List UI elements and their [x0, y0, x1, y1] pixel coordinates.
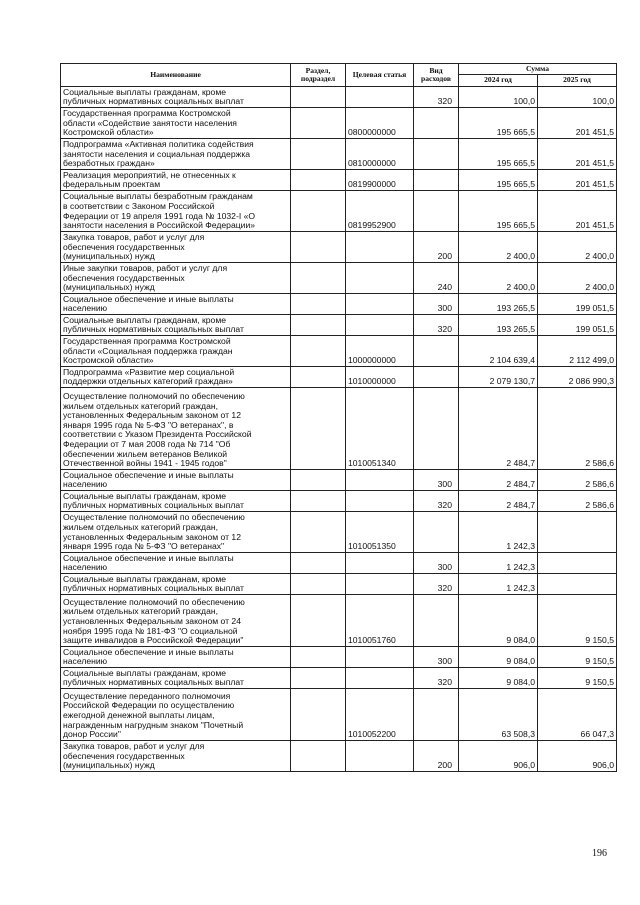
row-target: [346, 293, 414, 314]
row-sum-2024: 1 242,3: [459, 573, 538, 594]
row-razdel: [291, 190, 346, 231]
table-row: [61, 573, 617, 594]
row-sum-2025: [538, 552, 617, 573]
row-razdel: [291, 552, 346, 573]
row-razdel: [291, 231, 346, 262]
row-name: Осуществление полномочий по обеспечению жильем отдельных категорий граждан, установленных Федеральным законом от 12 января 1995 года № 5-ФЗ "О ветеранах": [61, 511, 291, 552]
row-sum-2025: 2 586,6: [538, 469, 617, 490]
row-name: Социальные выплаты гражданам, кроме публичных нормативных социальных выплат: [61, 667, 291, 688]
row-sum-2025: 201 451,5: [538, 138, 617, 169]
row-name: Социальные выплаты гражданам, кроме публичных нормативных социальных выплат: [61, 314, 291, 335]
row-sum-2025: 906,0: [538, 740, 617, 771]
table-row: [61, 169, 617, 190]
table-row: [61, 490, 617, 511]
row-name: Осуществление переданного полномочия Российской Федерации по осуществлению ежегодной денежной выплаты лицам, награжденным нагрудным знаком "Почетный донор России": [61, 688, 291, 740]
row-razdel: [291, 138, 346, 169]
row-sum-2024: 193 265,5: [459, 293, 538, 314]
row-vid: 300: [414, 293, 459, 314]
row-name: Социальные выплаты безработным гражданам в соответствии с Законом Российской Федерации от 19 апреля 1991 года № 1032-I «О занятости населения в Российской Федерации»: [61, 190, 291, 231]
table-row: [61, 107, 617, 138]
row-sum-2025: 199 051,5: [538, 314, 617, 335]
row-name: Социальные выплаты гражданам, кроме публичных нормативных социальных выплат: [61, 573, 291, 594]
row-target: [346, 740, 414, 771]
table-row: [61, 190, 617, 231]
table-row: [61, 314, 617, 335]
row-vid: [414, 169, 459, 190]
row-target: [346, 231, 414, 262]
table-row: [61, 231, 617, 262]
row-razdel: [291, 740, 346, 771]
row-name: Подпрограмма «Развитие мер социальной поддержки отдельных категорий граждан»: [61, 366, 291, 387]
row-name: Закупка товаров, работ и услуг для обеспечения государственных (муниципальных) нужд: [61, 740, 291, 771]
row-razdel: [291, 335, 346, 366]
row-razdel: [291, 646, 346, 667]
row-target: 0810000000: [346, 138, 414, 169]
row-sum-2025: 199 051,5: [538, 293, 617, 314]
row-sum-2024: 2 104 639,4: [459, 335, 538, 366]
row-sum-2024: 9 084,0: [459, 594, 538, 646]
row-sum-2025: [538, 511, 617, 552]
table-row: [61, 552, 617, 573]
row-vid: 320: [414, 573, 459, 594]
row-vid: 300: [414, 469, 459, 490]
row-sum-2025: 9 150,5: [538, 594, 617, 646]
row-sum-2025: 9 150,5: [538, 646, 617, 667]
row-name: Государственная программа Костромской области «Содействие занятости населения Костромской области»: [61, 107, 291, 138]
row-razdel: [291, 573, 346, 594]
row-name: Социальное обеспечение и иные выплаты населению: [61, 646, 291, 667]
row-sum-2024: 2 400,0: [459, 231, 538, 262]
row-sum-2025: 201 451,5: [538, 190, 617, 231]
table-row: [61, 740, 617, 771]
row-sum-2025: 2 086 990,3: [538, 366, 617, 387]
row-target: [346, 552, 414, 573]
row-sum-2025: 2 400,0: [538, 231, 617, 262]
row-name: Социальное обеспечение и иные выплаты населению: [61, 293, 291, 314]
row-target: [346, 86, 414, 107]
header-target: Целевая статья: [346, 64, 414, 87]
table-row: [61, 646, 617, 667]
row-sum-2025: 66 047,3: [538, 688, 617, 740]
table-row: [61, 335, 617, 366]
row-vid: [414, 107, 459, 138]
row-sum-2024: 2 079 130,7: [459, 366, 538, 387]
row-target: 0819900000: [346, 169, 414, 190]
row-sum-2025: 2 400,0: [538, 262, 617, 293]
header-year-2025: 2025 год: [538, 75, 617, 86]
row-sum-2024: 9 084,0: [459, 667, 538, 688]
row-sum-2024: 195 665,5: [459, 169, 538, 190]
row-sum-2025: 9 150,5: [538, 667, 617, 688]
row-target: [346, 262, 414, 293]
row-sum-2024: 193 265,5: [459, 314, 538, 335]
row-razdel: [291, 387, 346, 469]
table-row: [61, 667, 617, 688]
row-razdel: [291, 511, 346, 552]
row-name: Реализация мероприятий, не отнесенных к федеральным проектам: [61, 169, 291, 190]
header-sum: Сумма: [459, 64, 617, 75]
row-target: 1010000000: [346, 366, 414, 387]
row-name: Социальное обеспечение и иные выплаты населению: [61, 469, 291, 490]
table-row: [61, 138, 617, 169]
row-vid: [414, 366, 459, 387]
row-razdel: [291, 169, 346, 190]
row-vid: [414, 335, 459, 366]
row-sum-2024: 195 665,5: [459, 138, 538, 169]
row-razdel: [291, 667, 346, 688]
table-row: [61, 293, 617, 314]
row-vid: [414, 511, 459, 552]
row-vid: [414, 190, 459, 231]
row-target: 1010051760: [346, 594, 414, 646]
row-name: Осуществление полномочий по обеспечению жильем отдельных категорий граждан, установленных Федеральным законом от 12 января 1995 года № 5-ФЗ "О ветеранах", в соответствии с Указом Президента Российской Федерации от 7 мая 2008 года № 714 "Об обеспечении жильем ветеранов Великой Отечественной войны 1941 - 1945 годов": [61, 387, 291, 469]
row-sum-2025: 2 586,6: [538, 387, 617, 469]
row-sum-2024: 195 665,5: [459, 107, 538, 138]
row-sum-2025: 2 586,6: [538, 490, 617, 511]
row-sum-2024: 2 484,7: [459, 387, 538, 469]
table-row: [61, 262, 617, 293]
row-razdel: [291, 262, 346, 293]
row-razdel: [291, 490, 346, 511]
row-target: 1010052200: [346, 688, 414, 740]
row-sum-2025: [538, 573, 617, 594]
row-sum-2025: 201 451,5: [538, 107, 617, 138]
row-target: 0819952900: [346, 190, 414, 231]
budget-table: [60, 63, 617, 772]
row-sum-2024: 1 242,3: [459, 511, 538, 552]
row-sum-2024: 1 242,3: [459, 552, 538, 573]
row-vid: 320: [414, 86, 459, 107]
table-row: [61, 511, 617, 552]
row-target: [346, 469, 414, 490]
budget-table-container: [60, 63, 616, 772]
row-sum-2024: 2 484,7: [459, 469, 538, 490]
row-vid: 300: [414, 646, 459, 667]
row-vid: 320: [414, 490, 459, 511]
row-sum-2025: 2 112 499,0: [538, 335, 617, 366]
table-row: [61, 86, 617, 107]
row-vid: 320: [414, 667, 459, 688]
row-vid: [414, 688, 459, 740]
row-vid: [414, 138, 459, 169]
row-name: Социальные выплаты гражданам, кроме публичных нормативных социальных выплат: [61, 490, 291, 511]
row-sum-2024: 63 508,3: [459, 688, 538, 740]
row-razdel: [291, 594, 346, 646]
row-sum-2024: 195 665,5: [459, 190, 538, 231]
row-razdel: [291, 469, 346, 490]
row-razdel: [291, 86, 346, 107]
row-name: Закупка товаров, работ и услуг для обеспечения государственных (муниципальных) нужд: [61, 231, 291, 262]
row-target: [346, 573, 414, 594]
row-sum-2024: 906,0: [459, 740, 538, 771]
table-body: [61, 86, 617, 771]
row-name: Социальные выплаты гражданам, кроме публичных нормативных социальных выплат: [61, 86, 291, 107]
table-row: [61, 366, 617, 387]
row-razdel: [291, 366, 346, 387]
row-sum-2024: 2 400,0: [459, 262, 538, 293]
row-name: Социальное обеспечение и иные выплаты населению: [61, 552, 291, 573]
table-row: [61, 469, 617, 490]
row-vid: 240: [414, 262, 459, 293]
row-vid: 200: [414, 740, 459, 771]
table-row: [61, 688, 617, 740]
row-target: 1010051350: [346, 511, 414, 552]
row-target: [346, 314, 414, 335]
row-target: [346, 646, 414, 667]
table-header: [61, 64, 617, 87]
header-year-2024: 2024 год: [459, 75, 538, 86]
row-name: Иные закупки товаров, работ и услуг для обеспечения государственных (муниципальных) нужд: [61, 262, 291, 293]
header-name: Наименование: [61, 64, 291, 87]
row-sum-2024: 2 484,7: [459, 490, 538, 511]
row-target: [346, 490, 414, 511]
row-razdel: [291, 688, 346, 740]
row-razdel: [291, 107, 346, 138]
row-name: Подпрограмма «Активная политика содействия занятости населения и социальная поддержка безработных граждан»: [61, 138, 291, 169]
row-sum-2024: 100,0: [459, 86, 538, 107]
row-vid: 320: [414, 314, 459, 335]
row-sum-2024: 9 084,0: [459, 646, 538, 667]
row-name: Государственная программа Костромской области «Социальная поддержка граждан Костромской области»: [61, 335, 291, 366]
row-target: 1010051340: [346, 387, 414, 469]
table-row: [61, 387, 617, 469]
header-vid: Вид расходов: [414, 64, 459, 87]
row-name: Осуществление полномочий по обеспечению жильем отдельных категорий граждан, установленных Федеральным законом от 24 ноября 1995 года № 181-ФЗ "О социальной защите инвалидов в Российской Федерации": [61, 594, 291, 646]
row-vid: 200: [414, 231, 459, 262]
table-row: [61, 594, 617, 646]
header-razdel: Раздел, подраздел: [291, 64, 346, 87]
row-target: 0800000000: [346, 107, 414, 138]
row-sum-2025: 201 451,5: [538, 169, 617, 190]
page-number: 196: [592, 848, 607, 859]
row-sum-2025: 100,0: [538, 86, 617, 107]
row-vid: [414, 594, 459, 646]
row-vid: [414, 387, 459, 469]
row-target: 1000000000: [346, 335, 414, 366]
row-vid: 300: [414, 552, 459, 573]
row-razdel: [291, 293, 346, 314]
row-target: [346, 667, 414, 688]
row-razdel: [291, 314, 346, 335]
